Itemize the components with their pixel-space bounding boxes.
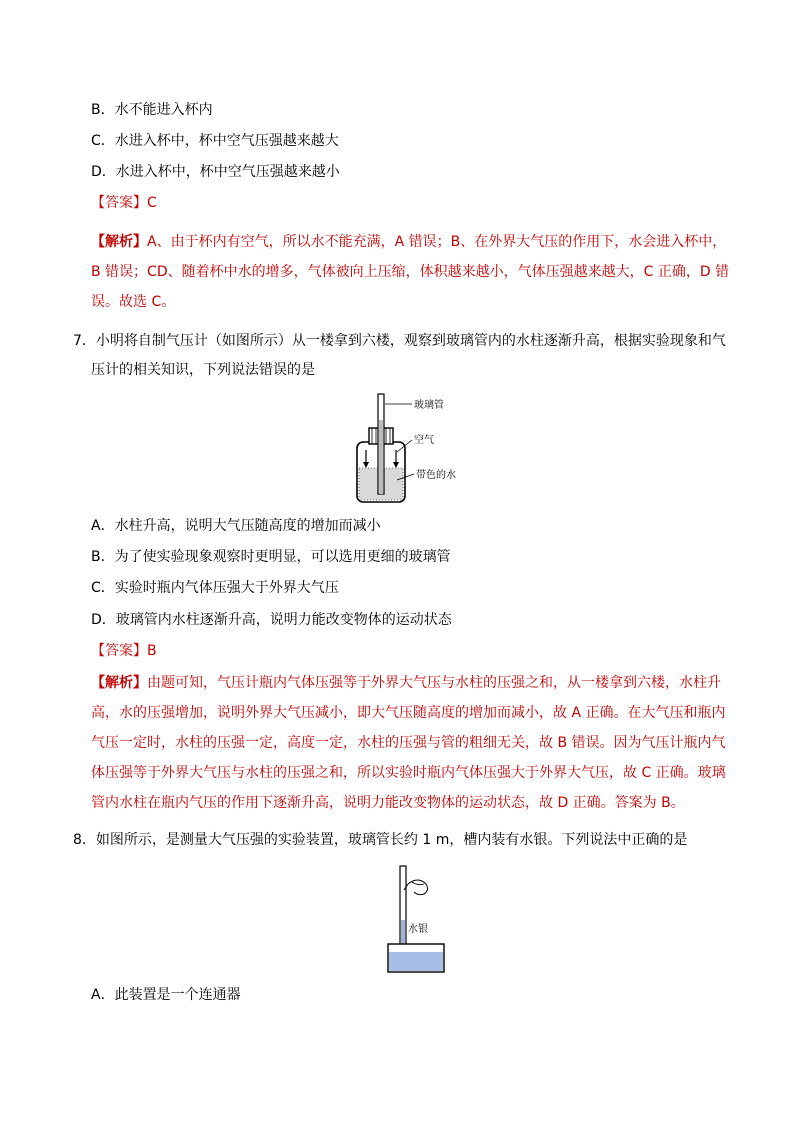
q7-stem-line-2: 压计的相关知识，下列说法错误的是 xyxy=(91,362,315,378)
q7-analysis-line-2: 高，水的压强增加，说明外界大气压减小，即大气压随高度的增加而减小，故 A 正确。在大气压和瓶内 xyxy=(91,705,726,721)
q6-analysis-line-3: 误。故选 C。 xyxy=(91,294,176,310)
q8-stem: 8．如图所示，是测量大气压强的实验装置，玻璃管长约 1 m，槽内装有水银。下列说法中正确的是 xyxy=(73,832,688,848)
label-mercury: 水银 xyxy=(408,924,428,935)
label-water: 带色的水 xyxy=(416,470,456,481)
q6-option-b: B．水不能进入杯内 xyxy=(91,102,213,118)
q7-option-c: C．实验时瓶内气体压强大于外界大气压 xyxy=(91,580,339,596)
q7-analysis-line-1: 【解析】由题可知，气压计瓶内气体压强等于外界大气压与水柱的压强之和，从一楼拿到六楼，水柱升 xyxy=(91,675,721,691)
label-air: 空气 xyxy=(414,435,434,446)
q8-option-a: A．此装置是一个连通器 xyxy=(91,987,241,1003)
q6-analysis xyxy=(91,227,741,317)
barometer-figure xyxy=(352,390,477,505)
q7-analysis-line-4: 体压强等于外界大气压与水柱的压强之和，所以实验时瓶内气体压强大于外界大气压，故 C 正确。玻璃 xyxy=(91,765,726,781)
q7-analysis-line-5: 管内水柱在瓶内气压的作用下逐渐升高，说明力能改变物体的运动状态，故 D 正确。答案为 B。 xyxy=(91,795,685,811)
q7-answer: 【答案】B xyxy=(91,643,157,659)
q6-analysis-label: 【解析】 xyxy=(91,234,147,250)
q7-option-a: A．水柱升高，说明大气压随高度的增加而减小 xyxy=(91,518,381,534)
q6-option-c: C．水进入杯中，杯中空气压强越来越大 xyxy=(91,133,339,149)
q6-analysis-line-2: B 错误；CD、随着杯中水的增多，气体被向上压缩，体积越来越小，气体压强越来越大，C 正确，D 错 xyxy=(91,264,730,280)
q7-analysis-label: 【解析】 xyxy=(91,675,147,691)
q7-stem-line-1: 7．小明将自制气压计（如图所示）从一楼拿到六楼，观察到玻璃管内的水柱逐渐升高，根据实验现象和气 xyxy=(73,333,726,349)
q6-answer: 【答案】C xyxy=(91,195,157,211)
q6-option-d: D．水进入杯中，杯中空气压强越来越小 xyxy=(91,164,340,180)
q7-analysis xyxy=(91,668,741,818)
q7-option-d: D．玻璃管内水柱逐渐升高，说明力能改变物体的运动状态 xyxy=(91,612,452,628)
label-tube: 玻璃管 xyxy=(414,400,444,411)
q7-option-b: B．为了使实验现象观察时更明显，可以选用更细的玻璃管 xyxy=(91,549,451,565)
torricelli-figure xyxy=(384,862,454,974)
q6-analysis-line-1: 【解析】A、由于杯内有空气，所以水不能充满，A 错误；B、在外界大气压的作用下，水会进入杯中， xyxy=(91,234,727,250)
q7-analysis-line-3: 气压一定时，水柱的压强一定，高度一定，水柱的压强与管的粗细无关，故 B 错误。因为气压计瓶内气 xyxy=(91,735,726,751)
